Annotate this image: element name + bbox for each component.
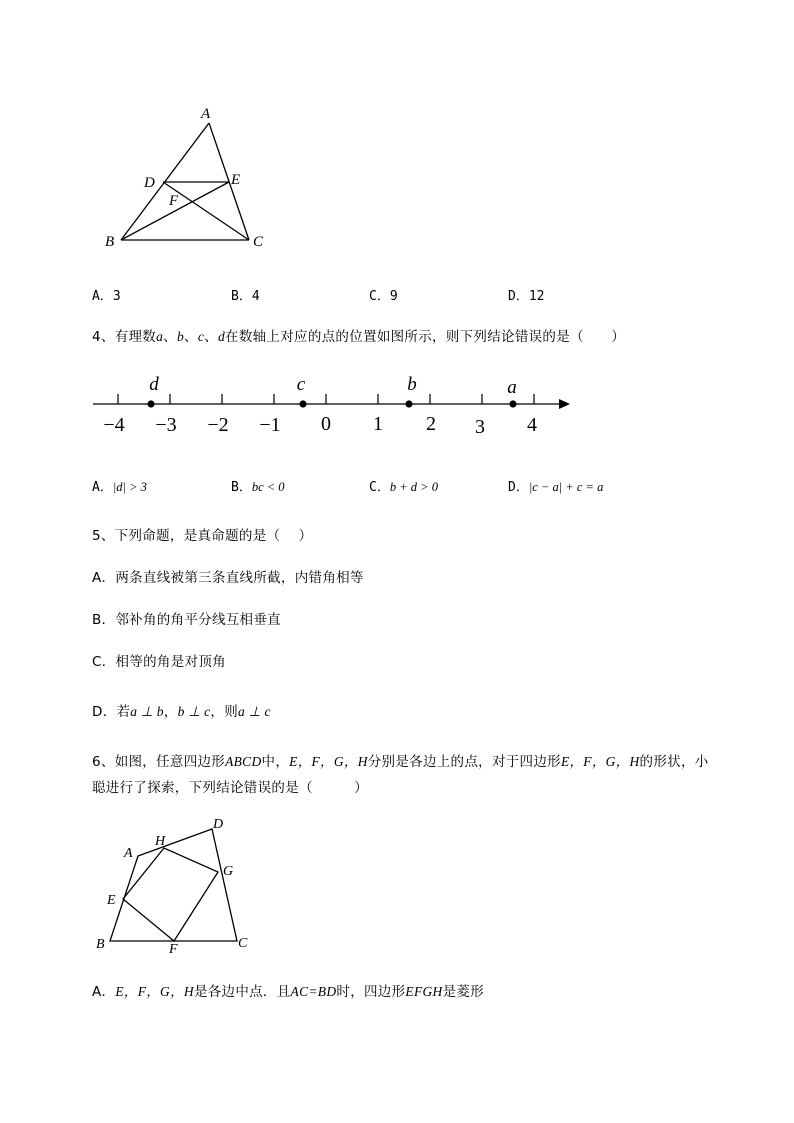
label-b: B [105, 234, 115, 250]
label-a: A [201, 106, 211, 122]
q5-option-d[interactable]: D．若a ⊥ b，b ⊥ c，则a ⊥ c [92, 704, 271, 720]
number-line [88, 370, 578, 440]
q3-option-b[interactable]: B．4 [231, 289, 260, 304]
point-label-b: b [407, 374, 417, 395]
label-c: C [253, 234, 264, 250]
q5-option-a[interactable]: A．两条直线被第三条直线所截，内错角相等 [92, 570, 364, 586]
label-e: E [231, 172, 241, 188]
point-d [147, 400, 154, 407]
q4-option-d[interactable]: D．|c − a| + c = a [508, 480, 604, 495]
quadrilateral-figure [90, 812, 260, 962]
tick-label: −1 [259, 414, 281, 436]
q3-option-a[interactable]: A．3 [92, 289, 121, 304]
label-e: E [107, 893, 116, 908]
label-d: D [144, 175, 155, 191]
q4-option-b[interactable]: B．bc < 0 [231, 480, 285, 495]
point-a [509, 400, 516, 407]
q6-stem-line2: 聪进行了探索，下列结论错误的是（ ） [92, 780, 368, 796]
label-h: H [155, 834, 166, 849]
q3-option-c[interactable]: C．9 [369, 289, 398, 304]
q5-stem: 5、下列命题，是真命题的是（ ） [92, 528, 313, 544]
q6-option-a[interactable]: A．E，F，G，H是各边中点．且AC=BD时，四边形EFGH是菱形 [92, 984, 485, 1000]
tick-label: 4 [527, 414, 537, 436]
point-label-d: d [149, 374, 159, 395]
label-g: G [223, 864, 234, 879]
label-a: A [124, 846, 133, 861]
point-c [299, 400, 306, 407]
quadrilateral-efgh [123, 848, 218, 941]
label-b: B [96, 937, 105, 952]
triangle-figure [95, 100, 285, 255]
q4-option-a[interactable]: A．|d| > 3 [92, 480, 147, 495]
arrow-head-icon [559, 399, 570, 409]
tick-label: 1 [373, 413, 383, 435]
q5-option-b[interactable]: B．邻补角的角平分线互相垂直 [92, 612, 281, 628]
q4-option-c[interactable]: C．b + d > 0 [369, 480, 438, 495]
tick-label: 2 [426, 413, 436, 435]
label-f: F [169, 942, 178, 957]
tick-label: 3 [475, 416, 485, 438]
tick-label: −4 [103, 414, 125, 436]
point-label-c: c [296, 374, 306, 395]
label-f: F [169, 193, 179, 209]
tick-label: −2 [207, 414, 229, 436]
tick-label: −3 [155, 414, 177, 436]
tick-label: 0 [321, 413, 331, 435]
point-b [405, 400, 412, 407]
q3-option-d[interactable]: D．12 [508, 289, 545, 304]
q6-stem-line1: 6、如图，任意四边形ABCD中，E，F，G，H分别是各边上的点，对于四边形E，F，G，H的形状，小 [92, 754, 709, 770]
q5-option-c[interactable]: C．相等的角是对顶角 [92, 654, 226, 670]
point-label-a: a [507, 377, 517, 398]
label-c: C [238, 936, 248, 951]
q4-stem: 4、有理数a、b、c、d在数轴上对应的点的位置如图所示，则下列结论错误的是（ ） [92, 329, 626, 345]
label-d: D [213, 817, 224, 832]
